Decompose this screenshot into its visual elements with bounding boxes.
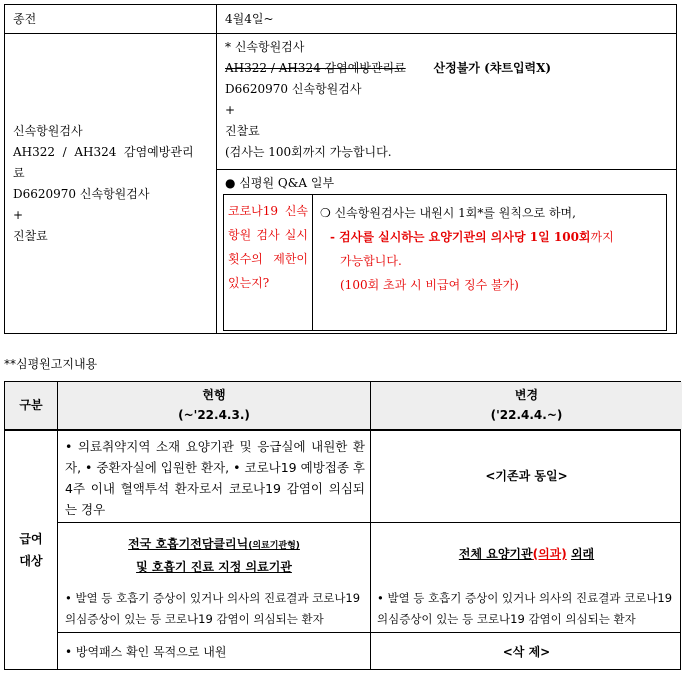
new-billing — [225, 37, 675, 163]
previous-line: 신속항원검사 — [13, 124, 83, 138]
header-from-april: 4월4일~ — [225, 12, 274, 26]
change-criteria-4: <삭 제> — [502, 645, 551, 659]
col-header-current — [58, 385, 370, 425]
qa-answer-line: ❍ 신속항원검사는 내원시 1회*를 원칙으로 하며, — [320, 206, 576, 220]
current-criteria-3: • 발열 등 호흡기 증상이 있거나 의사의 진료결과 코로나19 의심증상이 있는 등 코로나19 감염이 의심되는 환자 — [65, 591, 361, 626]
change-institution-medical: (의과) — [532, 547, 567, 561]
not-billable-note: 산정불가 (챠트입력X) — [433, 61, 552, 75]
qa-answer-emphasis: - 검사를 실시하는 요양기관의 의사당 1일 100회 — [330, 230, 591, 244]
current-criteria-1: • 의료취약지역 소재 요양기관 및 응급실에 내원한 환자, • 중환자실에 입원한 환자, • 코로나19 예방접종 후 4주 이내 혈액투석 환자로서 코로나19 감염이 의심되는 경우 — [65, 439, 365, 517]
qa-answer-line: (100회 초과 시 비급여 징수 불가) — [340, 278, 519, 292]
new-line: 진찰료 — [225, 124, 260, 138]
notice-label: **심평원고지내용 — [4, 357, 98, 371]
col-header-change-date: ('22.4.4.~) — [490, 408, 563, 422]
change-institution-title: 전체 요양기관 — [458, 547, 533, 561]
qa-answer-tail: 까지 — [590, 230, 614, 244]
table-divider — [5, 429, 680, 431]
previous-line: 료 — [13, 166, 25, 180]
change-institution — [371, 544, 682, 565]
change-criteria-1: <기존과 동일> — [485, 469, 568, 483]
new-line — [225, 58, 675, 79]
qa-box — [223, 194, 667, 331]
qa-question: 코로나19 신속항원 검사 실시 횟수의 제한이 있는지? — [228, 204, 308, 290]
table-divider — [216, 169, 676, 170]
table-divider — [57, 382, 58, 669]
notice-table — [4, 381, 681, 670]
new-line: + — [225, 103, 236, 117]
previous-line: D6620970 신속항원검사 — [13, 187, 150, 201]
qa-divider — [312, 195, 313, 330]
row-label-line: 급여 — [19, 532, 43, 546]
current-institution-title: 전국 호흡기전담클리닉 — [128, 537, 249, 551]
qa-answer-line — [320, 225, 666, 249]
current-institution-sub: 및 호흡기 진료 지정 의료기관 — [136, 560, 292, 574]
new-line: D6620970 신속항원검사 — [225, 82, 362, 96]
table-divider — [370, 382, 371, 669]
new-line: * 신속항원검사 — [225, 40, 305, 54]
row-label-line: 대상 — [19, 554, 43, 568]
struck-code: AH322 / AH324 감염예방관리료 — [225, 61, 406, 75]
new-line: (검사는 100회까지 가능합니다. — [225, 145, 392, 159]
previous-billing — [13, 121, 213, 247]
col-header-current-title: 현행 — [202, 388, 226, 402]
previous-line: 진찰료 — [13, 229, 48, 243]
header-previous: 종전 — [13, 12, 37, 26]
col-header-current-date: (~'22.4.3.) — [178, 408, 250, 422]
col-header-change-title: 변경 — [514, 388, 539, 402]
col-header-category: 구분 — [19, 398, 43, 412]
col-header-change — [371, 385, 682, 425]
change-criteria-3: • 발열 등 호흡기 증상이 있거나 의사의 진료결과 코로나19 의심증상이 있는 등 코로나19 감염이 의심되는 환자 — [377, 591, 673, 626]
previous-line: + — [13, 208, 24, 222]
change-institution-outpatient: 외래 — [570, 547, 595, 561]
table-divider — [58, 632, 680, 633]
qa-title: ● 심평원 Q&A 일부 — [225, 176, 335, 190]
current-criteria-4: • 방역패스 확인 목적으로 내원 — [65, 645, 227, 659]
table-divider — [5, 33, 676, 34]
table-divider — [58, 522, 680, 523]
current-institution — [58, 534, 370, 578]
qa-answer — [320, 201, 666, 297]
current-institution-type: (의료기관형) — [248, 541, 300, 551]
qa-answer-line: 가능합니다. — [340, 254, 402, 268]
previous-line: AH322 / AH324 감염예방관리 — [13, 145, 194, 159]
row-label — [5, 528, 57, 572]
comparison-table — [4, 4, 677, 334]
